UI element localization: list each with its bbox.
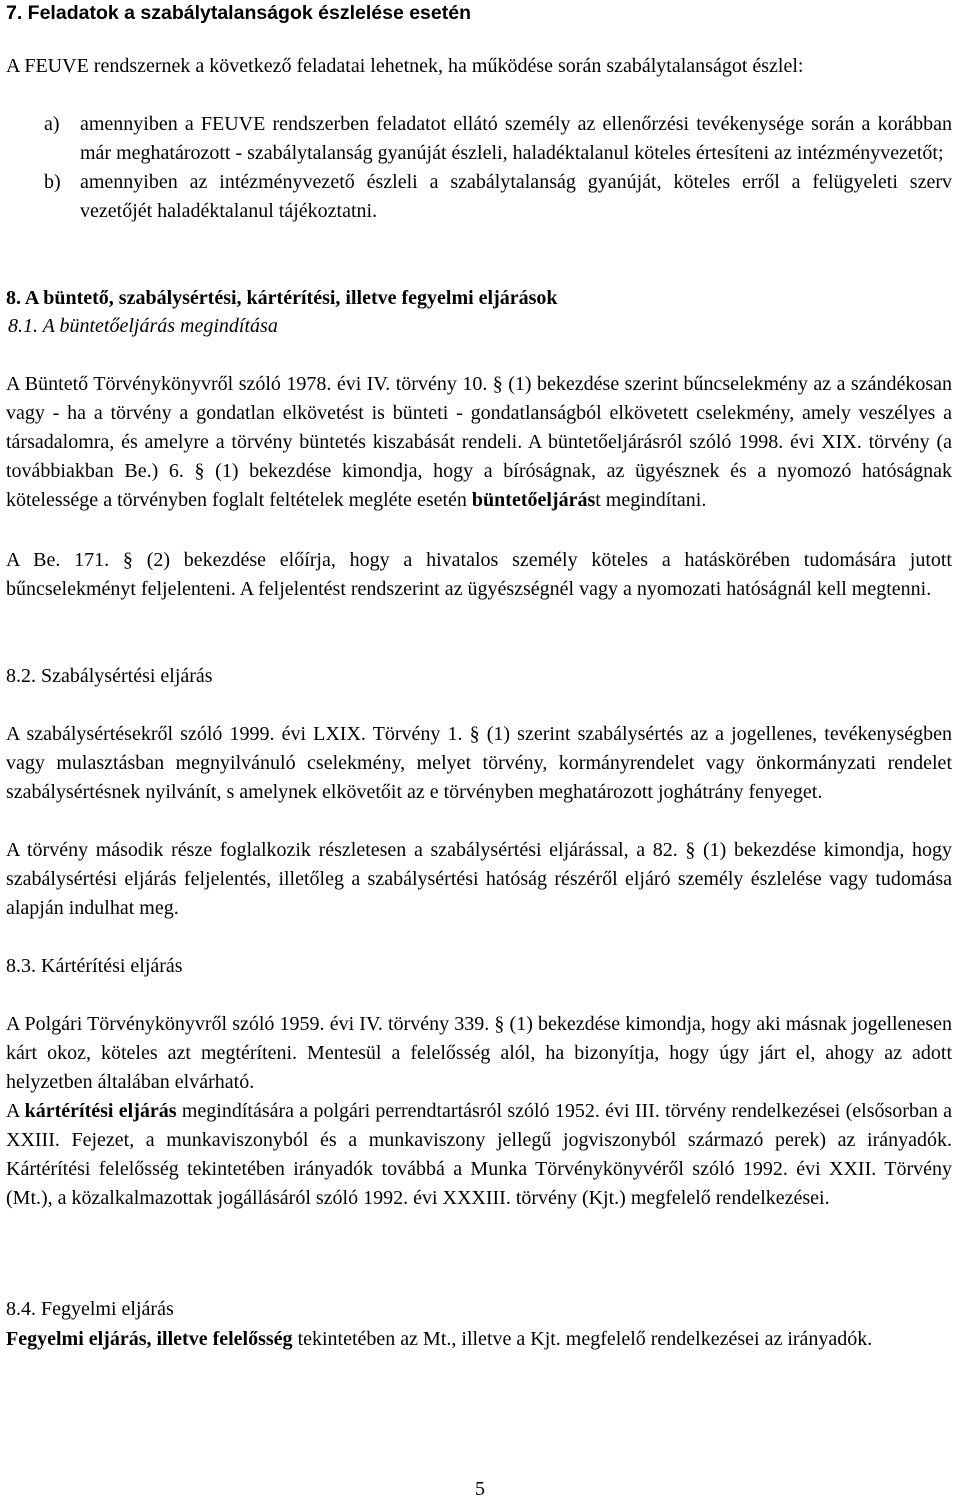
subsection-8-3-heading: 8.3. Kártérítési eljárás <box>6 955 183 977</box>
section-7-heading: 7. Feladatok a szabálytalanságok észlelése esetén <box>6 2 471 24</box>
list-marker: a) <box>44 113 60 135</box>
bold-term: Fegyelmi eljárás, illetve felelősség <box>6 1328 293 1350</box>
paragraph-8-3-b <box>6 1097 952 1213</box>
paragraph-8-4 <box>6 1325 952 1354</box>
subsection-8-4-heading: 8.4. Fegyelmi eljárás <box>6 1298 174 1320</box>
section-7-intro: A FEUVE rendszernek a következő feladatai lehetnek, ha működése során szabálytalanságot észlel: <box>6 55 804 77</box>
section-7-list <box>6 110 952 226</box>
list-marker: b) <box>44 171 61 193</box>
paragraph-8-2-b: A törvény második része foglalkozik részletesen a szabálysértési eljárással, a 82. § (1) bekezdése kimondja, hogy szabálysértési eljárás feljelentés, illetőleg a szabálysértési hatóság részéről eljáró személy észlelése vagy tudomása alapján indulhat meg. <box>6 839 952 919</box>
list-item-text: amennyiben az intézményvezető észleli a szabálytalanság gyanúját, köteles erről a felügyeleti szerv vezetőjét haladéktalanul tájékoztatni. <box>80 171 952 222</box>
paragraph-text: megindítására a polgári perrendtartásról szóló 1952. évi III. törvény rendelkezései (elsősorban a XXIII. Fejezet, a munkaviszonyból és a munkaviszony jellegű jogviszonyból származó perek) az irányadók. Kártérítési felelősség tekintetében irányadók továbbá a Munka Törvénykönyvéről szóló 1992. évi XXII. Törvény (Mt.), a közalkalmazottak jogállásáról szóló 1992. évi XXXIII. törvény (Kjt.) megfelelő rendelkezései. <box>6 1100 952 1209</box>
paragraph-text: tekintetében az Mt., illetve a Kjt. megfelelő rendelkezései az irányadók. <box>292 1328 873 1350</box>
paragraph-8-3-a: A Polgári Törvénykönyvről szóló 1959. évi IV. törvény 339. § (1) bekezdése kimondja, hogy aki másnak jogellenesen kárt okoz, köteles azt megtéríteni. Mentesül a felelősség alól, ha bizonyítja, hogy úgy járt el, ahogy az adott helyzetben általában elvárható. <box>6 1013 952 1093</box>
paragraph-text: A <box>6 1100 25 1122</box>
paragraph-text: t megindítani. <box>595 489 707 511</box>
list-item-text: amennyiben a FEUVE rendszerben feladatot ellátó személy az ellenőrzési tevékenysége során a korábban már meghatározott - szabálytalanság gyanúját észleli, haladéktalanul köteles értesíteni az intézményvezetőt; <box>80 113 952 164</box>
subsection-8-2-heading: 8.2. Szabálysértési eljárás <box>6 665 213 687</box>
bold-term: kártérítési eljárás <box>24 1100 177 1122</box>
bold-term: büntetőeljárás <box>471 489 596 511</box>
paragraph-text: A Büntető Törvénykönyvről szóló 1978. évi IV. törvény 10. § (1) bekezdése szerint bűncselekmény az a szándékosan vagy - ha a törvény a gondatlan elkövetést is bünteti - gondatlanságból elkövetett cselekmény, amely veszélyes a társadalomra, és amelyre a törvény büntetés kiszabását rendeli. A büntetőeljárásról szóló 1998. évi XIX. törvény (a továbbiakban Be.) 6. § (1) bekezdése kimondja, hogy a bíróságnak, az ügyésznek és a nyomozó hatóságnak kötelessége a törvényben foglalt feltételek megléte esetén <box>6 373 952 511</box>
paragraph-8-2-a: A szabálysértésekről szóló 1999. évi LXIX. Törvény 1. § (1) szerint szabálysértés az a jogellenes, tevékenységben vagy mulasztásban megnyilvánuló cselekmény, melyet törvény, kormányrendelet vagy önkormányzati rendelet szabálysértésnek nyilvánít, s amelynek elkövetőit az e törvényben meghatározott joghátrány fenyeget. <box>6 723 952 803</box>
subsection-8-1-heading: 8.1. A büntetőeljárás megindítása <box>8 315 278 337</box>
section-8-heading: 8. A büntető, szabálysértési, kártérítési, illetve fegyelmi eljárások <box>6 287 558 309</box>
paragraph-8-1-b: A Be. 171. § (2) bekezdése előírja, hogy a hivatalos személy köteles a hatáskörében tudomására jutott bűncselekményt feljelenteni. A feljelentést rendszerint az ügyészségnél vagy a nyomozati hatóságnál kell megtenni. <box>6 549 952 600</box>
list-item-b <box>6 168 952 226</box>
paragraph-8-1-a <box>6 370 952 515</box>
list-item-a <box>6 110 952 168</box>
page-number: 5 <box>475 1478 485 1500</box>
